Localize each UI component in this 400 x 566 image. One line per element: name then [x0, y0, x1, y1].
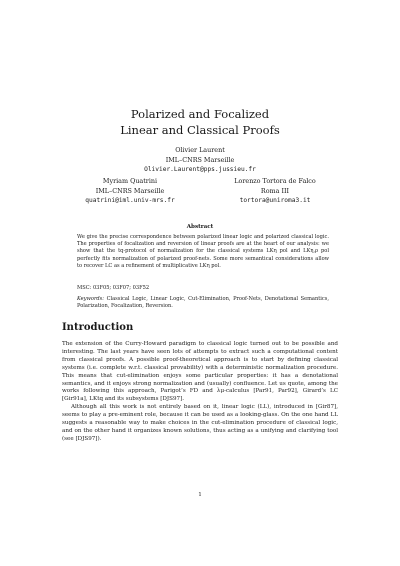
- author-block-left: [50, 177, 210, 206]
- paper-title: [0, 106, 400, 138]
- author-email: quatrini@iml.univ-mrs.fr: [85, 197, 175, 205]
- author-email: tortora@uniroma3.it: [239, 197, 311, 205]
- author-affiliation: Roma III: [260, 186, 290, 195]
- author-name: Lorenzo Tortora de Falco: [234, 177, 316, 185]
- keywords-label: Keywords:: [77, 296, 105, 302]
- author-name: Olivier Laurent: [175, 146, 225, 154]
- author-affiliation: IML–CNRS Marseille: [95, 186, 165, 195]
- section-body: [62, 341, 338, 444]
- paragraph: The extension of the Curry-Howard paradigm to classical logic turned out to be possible and interesting. The last years have seen lots of attempts to extract such a computational content from classical proofs. A possible proof-theoretical approach is to start by defining classical systems (i.e. complete w.r.t. classical provability) with a deterministic normalization procedure. This means that cut-elimination enjoys some particular properties: it has a denotational semantics, and it enjoys strong normalization and (usually) confluence. Let us quote, among the works following this approach, Parigot’s FD and λμ-calculus [Par91, Par92], Girard’s LC [Gir91a], LKtq and its subsystems [DJS97].: [62, 341, 338, 403]
- paragraph: Although all this work is not entirely based on it, linear logic (LL), introduced in [Gir87], seems to play a pre-eminent role, because it can be used as a looking-glass. On the one hand LL suggests a reasonable way to make choices in the cut-elimination procedure of classical logic, and on the other hand it organizes known solutions, thus acting as a unifying and clarifying tool (see [DJS97]).: [62, 404, 338, 442]
- keywords: [77, 296, 329, 310]
- title-line-2: Linear and Classical Proofs: [120, 123, 280, 137]
- author-block-right: [195, 177, 355, 206]
- keywords-list: Classical Logic, Linear Logic, Cut-Elimination, Proof-Nets, Denotational Semantics, Polarization, Focalization, Reversion.: [77, 296, 329, 310]
- main-author-block: [0, 146, 400, 175]
- msc-codes: MSC: 03F05; 03F07; 03F52: [77, 285, 150, 291]
- author-name: Myriam Quatrini: [102, 177, 158, 185]
- page-number: 1: [198, 492, 202, 498]
- section-heading: Introduction: [62, 322, 134, 333]
- title-line-1: Polarized and Focalized: [130, 107, 270, 121]
- author-email: Olivier.Laurent@pps.jussieu.fr: [144, 166, 256, 174]
- abstract-heading: Abstract: [186, 224, 214, 230]
- author-affiliation: IML–CNRS Marseille: [165, 155, 235, 164]
- abstract-text: We give the precise correspondence between polarized linear logic and polarized classical logic. The properties of focalization and reversion of linear proofs are at the heart of our analysis: we show that the tq-protocol of normalization for the classical systems LKη pol and LKη,ρ pol perfectly fits normalization of polarized proof-nets. Some more semantical considerations allow to recover LC as a refinement of multiplicative LKη pol.: [77, 234, 329, 269]
